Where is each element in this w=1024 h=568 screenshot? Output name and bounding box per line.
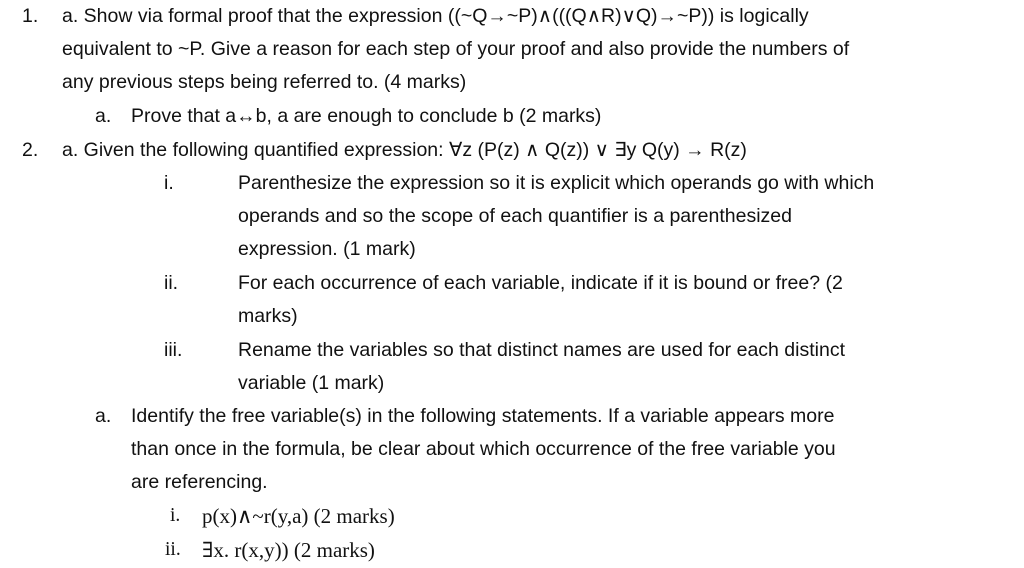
question-1a-line-3: any previous steps being referred to. (4 marks) [62,71,467,93]
question-1-number: 1. [22,5,39,27]
formula-ii-text: ∃x. r(x,y)) (2 marks) [202,538,375,562]
question-1-sub-text: Prove that a↔b, a are enough to conclude b (2 marks) [131,105,602,127]
question-2-item-iii-line-2: variable (1 mark) [238,372,385,394]
question-2-item-ii-label: ii. [164,272,179,294]
question-2-item-i-line-3: expression. (1 mark) [238,238,416,260]
question-1-sub-label: a. [95,105,112,127]
question-1a-line-2: equivalent to ~P. Give a reason for each step of your proof and also provide the numbers of [62,38,850,60]
question-1a-line-1: a. Show via formal proof that the expression ((~Q→~P)∧(((Q∧R)∨Q)→~P)) is logically [62,5,809,27]
question-2a-text: a. Given the following quantified expression: ∀z (P(z) ∧ Q(z)) ∨ ∃y Q(y) → R(z) [62,139,747,161]
question-2-item-i-line-2: operands and so the scope of each quantifier is a parenthesized [238,205,792,227]
question-2-item-i-label: i. [164,172,174,194]
formula-i-label: i. [170,505,181,526]
question-2-part-b-line-2: than once in the formula, be clear about which occurrence of the free variable you [131,438,836,460]
formula-ii-label: ii. [165,539,181,560]
question-2-number: 2. [22,139,39,161]
formula-i-text: p(x)∧~r(y,a) (2 marks) [202,504,395,528]
question-2-item-iii-line-1: Rename the variables so that distinct names are used for each distinct [238,339,845,361]
question-2-item-i-line-1: Parenthesize the expression so it is explicit which operands go with which [238,172,875,194]
question-2-item-iii-label: iii. [164,339,183,361]
question-2-item-ii-line-2: marks) [238,305,298,327]
question-2-part-b-line-3: are referencing. [131,471,268,493]
question-2-part-b-label: a. [95,405,112,427]
question-2-part-b-line-1: Identify the free variable(s) in the following statements. If a variable appears more [131,405,835,427]
question-2-item-ii-line-1: For each occurrence of each variable, indicate if it is bound or free? (2 [238,272,843,294]
